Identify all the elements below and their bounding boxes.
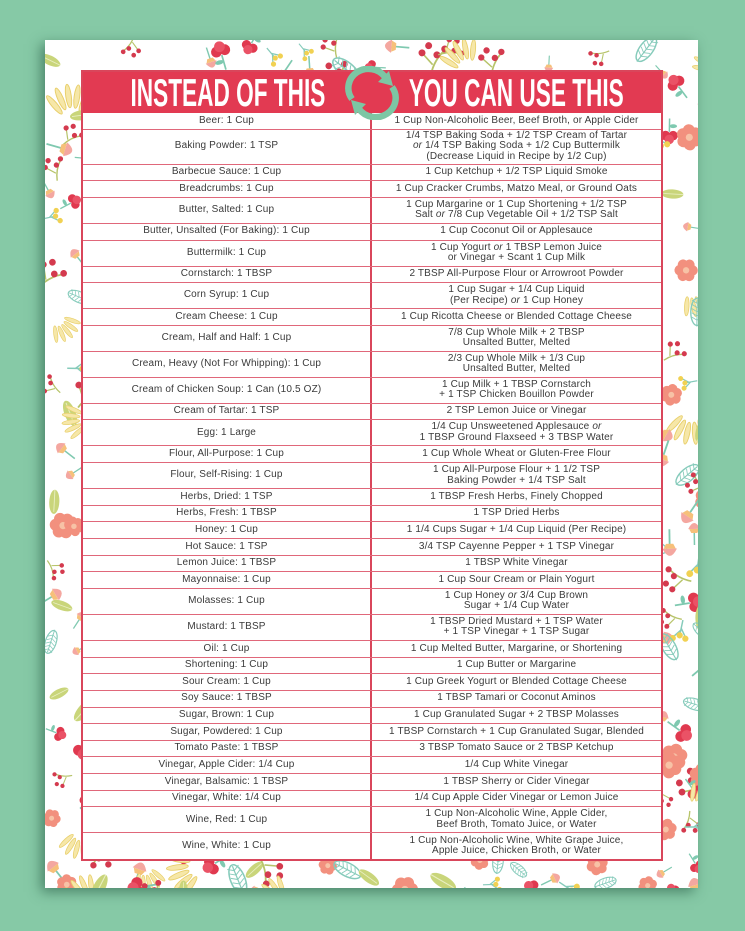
- substitute-line: 3/4 TSP Cayenne Pepper + 1 TSP Vinegar: [418, 540, 615, 552]
- original-ingredient-cell: [83, 589, 372, 614]
- table-header: [83, 72, 661, 113]
- substitute-line: 1 Cup Sugar + 1/4 Cup Liquid: [448, 284, 585, 296]
- original-ingredient-cell: [83, 224, 372, 240]
- original-ingredient: Herbs, Fresh: 1 TBSP: [176, 507, 277, 519]
- substitute-line: or Vinegar + Scant 1 Cup Milk: [447, 252, 586, 264]
- original-ingredient: Mayonnaise: 1 Cup: [182, 573, 271, 585]
- original-ingredient: Lemon Juice: 1 TBSP: [176, 557, 277, 569]
- substitute-cell: [372, 283, 661, 308]
- original-ingredient: Butter, Salted: 1 Cup: [178, 204, 275, 216]
- substitute-line: 1 Cup Greek Yogurt or Blended Cottage Cheese: [406, 675, 627, 687]
- substitute-line: 1 TBSP Tamari or Coconut Aminos: [437, 692, 596, 704]
- original-ingredient-cell: [83, 641, 372, 657]
- original-ingredient: Shortening: 1 Cup: [184, 659, 269, 671]
- original-ingredient-cell: [83, 130, 372, 164]
- original-ingredient: Mustard: 1 TBSP: [187, 621, 266, 633]
- substitute-line: 1 Cup Melted Butter, Margarine, or Shortening: [410, 642, 623, 654]
- substitute-cell: [372, 791, 661, 807]
- original-ingredient: Cream of Tartar: 1 TSP: [173, 405, 280, 417]
- substitute-cell: [372, 757, 661, 773]
- substitute-line: 1 TBSP Cornstarch + 1 Cup Granulated Sugar, Blended: [389, 725, 644, 737]
- table-row: [83, 708, 661, 725]
- table-row: [83, 378, 661, 404]
- original-ingredient-cell: [83, 404, 372, 420]
- substitute-cell: [372, 224, 661, 240]
- substitute-line: 1 TSP Dried Herbs: [473, 507, 560, 519]
- table-row: [83, 181, 661, 198]
- table-row: [83, 807, 661, 833]
- original-ingredient: Tomato Paste: 1 TBSP: [174, 742, 279, 754]
- substitute-line: 1 Cup Whole Wheat or Gluten-Free Flour: [422, 448, 611, 460]
- original-ingredient-cell: [83, 757, 372, 773]
- substitute-line: 2 TSP Lemon Juice or Vinegar: [446, 405, 587, 417]
- substitute-emphasis: or: [510, 294, 521, 306]
- original-ingredient-cell: [83, 658, 372, 674]
- substitute-cell: [372, 165, 661, 181]
- table-row: [83, 522, 661, 539]
- original-ingredient: Honey: 1 Cup: [195, 523, 258, 535]
- substitute-text: 1 Cup Yogurt: [431, 241, 494, 253]
- substitute-text: 1/4 Cup Unsweetened Applesauce: [431, 421, 593, 433]
- substitute-cell: [372, 378, 661, 403]
- original-ingredient: Corn Syrup: 1 Cup: [183, 289, 270, 301]
- substitute-line: 7/8 Cup Whole Milk + 2 TBSP: [448, 326, 585, 338]
- table-row: [83, 724, 661, 741]
- table-row: [83, 572, 661, 589]
- original-ingredient-cell: [83, 572, 372, 588]
- original-ingredient: Wine, Red: 1 Cup: [185, 813, 268, 825]
- original-ingredient: Oil: 1 Cup: [203, 642, 250, 654]
- table-row: [83, 641, 661, 658]
- original-ingredient: Wine, White: 1 Cup: [182, 840, 271, 852]
- table-row: [83, 420, 661, 446]
- original-ingredient-cell: [83, 724, 372, 740]
- substitute-line: 1 Cup Non-Alcoholic Wine, Apple Cider,: [425, 808, 608, 820]
- header-title-use: YOU CAN USE THIS: [409, 72, 624, 115]
- substitute-cell: [372, 404, 661, 420]
- original-ingredient: Baking Powder: 1 TSP: [174, 140, 279, 152]
- substitute-cell: [372, 724, 661, 740]
- substitute-cell: [372, 352, 661, 377]
- substitute-line: Unsalted Butter, Melted: [462, 363, 571, 375]
- substitute-line: Apple Juice, Chicken Broth, or Water: [432, 845, 601, 857]
- table-row: [83, 556, 661, 573]
- original-ingredient-cell: [83, 181, 372, 197]
- header-right: [372, 72, 661, 113]
- substitute-cell: [372, 539, 661, 555]
- table-row: [83, 674, 661, 691]
- original-ingredient-cell: [83, 489, 372, 505]
- table-row: [83, 774, 661, 791]
- substitute-line: 1 Cup Milk + 1 TBSP Cornstarch: [442, 378, 591, 390]
- substitute-line: [415, 210, 618, 221]
- substitute-text: 3/4 Cup Brown: [517, 589, 589, 601]
- substitute-line: 1 Cup Butter or Margarine: [456, 659, 577, 671]
- substitute-emphasis: or: [412, 140, 423, 152]
- substitute-line: 1 Cup Sour Cream or Plain Yogurt: [438, 573, 595, 585]
- substitute-line: 1 Cup Margarine or 1 Cup Shortening + 1/2 TSP: [406, 198, 627, 210]
- header-left: [83, 72, 372, 113]
- table-row: [83, 224, 661, 241]
- substitute-line: 1 Cup Non-Alcoholic Wine, White Grape Juice,: [409, 834, 624, 846]
- original-ingredient-cell: [83, 539, 372, 555]
- substitute-cell: [372, 489, 661, 505]
- table-row: [83, 539, 661, 556]
- substitute-line: 1 TBSP Ground Flaxseed + 3 TBSP Water: [419, 431, 614, 443]
- substitute-cell: [372, 572, 661, 588]
- substitute-cell: [372, 309, 661, 325]
- substitute-line: Beef Broth, Tomato Juice, or Water: [436, 818, 597, 830]
- substitute-line: 1 Cup Granulated Sugar + 2 TBSP Molasses: [414, 709, 619, 721]
- original-ingredient: Molasses: 1 Cup: [188, 595, 265, 607]
- original-ingredient-cell: [83, 165, 372, 181]
- original-ingredient: Sugar, Brown: 1 Cup: [178, 709, 275, 721]
- original-ingredient: Cream, Heavy (Not For Whipping): 1 Cup: [131, 358, 322, 370]
- substitute-cell: [372, 589, 661, 614]
- table-row: [83, 241, 661, 267]
- original-ingredient-cell: [83, 241, 372, 266]
- table-row: [83, 326, 661, 352]
- original-ingredient: Beer: 1 Cup: [198, 114, 254, 126]
- original-ingredient-cell: [83, 113, 372, 129]
- substitute-line: 1 TBSP Fresh Herbs, Finely Chopped: [430, 490, 603, 502]
- table-row: [83, 198, 661, 224]
- substitute-cell: [372, 658, 661, 674]
- table-row: [83, 615, 661, 641]
- substitute-cell: [372, 641, 661, 657]
- header-title-instead: INSTEAD OF THIS: [130, 72, 325, 115]
- original-ingredient-cell: [83, 283, 372, 308]
- substitute-line: 1/4 Cup Apple Cider Vinegar or Lemon Juice: [414, 792, 619, 804]
- substitute-line: + 1 TSP Vinegar + 1 TSP Sugar: [443, 626, 590, 638]
- table-row: [83, 309, 661, 326]
- original-ingredient-cell: [83, 791, 372, 807]
- table-row: [83, 446, 661, 463]
- substitute-cell: [372, 267, 661, 283]
- substitute-text: 7/8 Cup Vegetable Oil + 1/2 TSP Salt: [445, 209, 618, 221]
- table-row: [83, 130, 661, 165]
- substitute-line: 1 Cup Ketchup + 1/2 TSP Liquid Smoke: [425, 166, 608, 178]
- original-ingredient: Flour, Self-Rising: 1 Cup: [170, 469, 283, 481]
- substitute-line: 1 1/4 Cups Sugar + 1/4 Cup Liquid (Per Recipe): [406, 523, 627, 535]
- substitute-line: 2 TBSP All-Purpose Flour or Arrowroot Powder: [409, 268, 624, 280]
- original-ingredient-cell: [83, 708, 372, 724]
- substitute-cell: [372, 463, 661, 488]
- original-ingredient-cell: [83, 309, 372, 325]
- original-ingredient: Breadcrumbs: 1 Cup: [179, 182, 274, 194]
- table-row: [83, 267, 661, 284]
- original-ingredient-cell: [83, 506, 372, 522]
- table-row: [83, 283, 661, 309]
- original-ingredient-cell: [83, 198, 372, 223]
- original-ingredient: Cornstarch: 1 TBSP: [180, 268, 273, 280]
- substitute-cell: [372, 708, 661, 724]
- substitute-line: 2/3 Cup Whole Milk + 1/3 Cup: [447, 352, 586, 364]
- substitute-text: 1 Cup Honey: [520, 294, 583, 306]
- substitute-line: (Decrease Liquid in Recipe by 1/2 Cup): [426, 150, 607, 162]
- table-row: [83, 757, 661, 774]
- original-ingredient: Sour Cream: 1 Cup: [182, 675, 271, 687]
- original-ingredient-cell: [83, 674, 372, 690]
- original-ingredient-cell: [83, 463, 372, 488]
- original-ingredient: Cream, Half and Half: 1 Cup: [161, 332, 292, 344]
- original-ingredient-cell: [83, 378, 372, 403]
- original-ingredient-cell: [83, 774, 372, 790]
- original-ingredient: Soy Sauce: 1 TBSP: [181, 692, 272, 704]
- original-ingredient: Herbs, Dried: 1 TSP: [180, 490, 273, 502]
- original-ingredient-cell: [83, 833, 372, 859]
- substitute-line: Baking Powder + 1/4 TSP Salt: [447, 474, 586, 486]
- substitute-emphasis: or: [592, 421, 602, 433]
- substitute-line: [450, 296, 583, 307]
- substitute-cell: [372, 741, 661, 757]
- original-ingredient-cell: [83, 556, 372, 572]
- table-row: [83, 691, 661, 708]
- original-ingredient: Egg: 1 Large: [196, 426, 257, 438]
- original-ingredient-cell: [83, 615, 372, 640]
- substitute-cell: [372, 615, 661, 640]
- original-ingredient: Vinegar, White: 1/4 Cup: [172, 792, 281, 804]
- original-ingredient: Buttermilk: 1 Cup: [186, 246, 267, 258]
- substitution-table: [81, 70, 663, 861]
- substitute-emphasis: or: [507, 589, 518, 601]
- substitute-cell: [372, 691, 661, 707]
- substitute-text: 1/4 TSP Baking Soda + 1/2 Cup Buttermilk: [422, 140, 621, 152]
- substitute-line: 1 Cup All-Purpose Flour + 1 1/2 TSP: [432, 464, 601, 476]
- substitute-cell: [372, 326, 661, 351]
- substitute-cell: [372, 774, 661, 790]
- original-ingredient: Cream Cheese: 1 Cup: [175, 310, 278, 322]
- substitute-text: (Per Recipe): [449, 294, 511, 306]
- substitute-line: 1 TBSP White Vinegar: [465, 557, 568, 569]
- substitute-cell: [372, 522, 661, 538]
- substitute-line: 1 Cup Coconut Oil or Applesauce: [440, 225, 593, 237]
- substitute-line: 1 Cup Non-Alcoholic Beer, Beef Broth, or Apple Cider: [394, 114, 639, 126]
- substitute-cell: [372, 674, 661, 690]
- original-ingredient-cell: [83, 420, 372, 445]
- substitute-line: Sugar + 1/4 Cup Water: [463, 600, 570, 612]
- table-row: [83, 658, 661, 675]
- original-ingredient: Flour, All-Purpose: 1 Cup: [169, 448, 284, 460]
- original-ingredient-cell: [83, 267, 372, 283]
- original-ingredient-cell: [83, 807, 372, 832]
- table-row: [83, 352, 661, 378]
- substitute-cell: [372, 181, 661, 197]
- original-ingredient-cell: [83, 352, 372, 377]
- substitute-line: 1 TBSP Sherry or Cider Vinegar: [443, 775, 590, 787]
- original-ingredient-cell: [83, 691, 372, 707]
- substitute-line: 1 Cup Cracker Crumbs, Matzo Meal, or Ground Oats: [395, 182, 638, 194]
- printable-page: [45, 40, 698, 888]
- substitute-line: Unsalted Butter, Melted: [462, 337, 571, 349]
- original-ingredient: Butter, Unsalted (For Baking): 1 Cup: [143, 225, 310, 237]
- original-ingredient: Vinegar, Apple Cider: 1/4 Cup: [158, 759, 295, 771]
- substitute-cell: [372, 556, 661, 572]
- table-row: [83, 165, 661, 182]
- table-body: [83, 113, 661, 859]
- original-ingredient-cell: [83, 522, 372, 538]
- substitute-cell: [372, 420, 661, 445]
- original-ingredient-cell: [83, 326, 372, 351]
- substitute-text: 1 TBSP Lemon Juice: [502, 241, 602, 253]
- substitute-cell: [372, 446, 661, 462]
- original-ingredient-cell: [83, 446, 372, 462]
- table-row: [83, 833, 661, 859]
- swap-arrows-icon: [342, 66, 402, 120]
- substitute-emphasis: or: [435, 209, 446, 221]
- substitute-cell: [372, 807, 661, 832]
- table-row: [83, 506, 661, 523]
- substitute-cell: [372, 833, 661, 859]
- substitute-cell: [372, 198, 661, 223]
- original-ingredient: Cream of Chicken Soup: 1 Can (10.5 OZ): [131, 384, 322, 396]
- original-ingredient: Hot Sauce: 1 TSP: [185, 540, 268, 552]
- table-row: [83, 741, 661, 758]
- table-row: [83, 463, 661, 489]
- substitute-line: + 1 TSP Chicken Bouillon Powder: [439, 389, 594, 401]
- substitute-cell: [372, 130, 661, 164]
- table-row: [83, 404, 661, 421]
- substitute-line: 3 TBSP Tomato Sauce or 2 TBSP Ketchup: [419, 742, 614, 754]
- original-ingredient: Vinegar, Balsamic: 1 TBSP: [164, 775, 289, 787]
- substitute-line: 1/4 Cup White Vinegar: [464, 759, 569, 771]
- substitute-cell: [372, 506, 661, 522]
- substitute-line: 1 TBSP Dried Mustard + 1 TSP Water: [430, 615, 603, 627]
- table-row: [83, 589, 661, 615]
- substitute-cell: [372, 241, 661, 266]
- substitute-emphasis: or: [493, 241, 503, 253]
- substitute-text: Salt: [415, 209, 436, 221]
- original-ingredient: Sugar, Powdered: 1 Cup: [170, 725, 283, 737]
- table-row: [83, 489, 661, 506]
- substitute-cell: [372, 113, 661, 129]
- substitute-line: 1 Cup Ricotta Cheese or Blended Cottage Cheese: [401, 310, 632, 322]
- original-ingredient: Barbecue Sauce: 1 Cup: [171, 166, 282, 178]
- table-row: [83, 791, 661, 808]
- substitute-line: 1/4 TSP Baking Soda + 1/2 TSP Cream of Tartar: [405, 129, 628, 141]
- original-ingredient-cell: [83, 741, 372, 757]
- substitute-text: 1 Cup Honey: [444, 589, 508, 601]
